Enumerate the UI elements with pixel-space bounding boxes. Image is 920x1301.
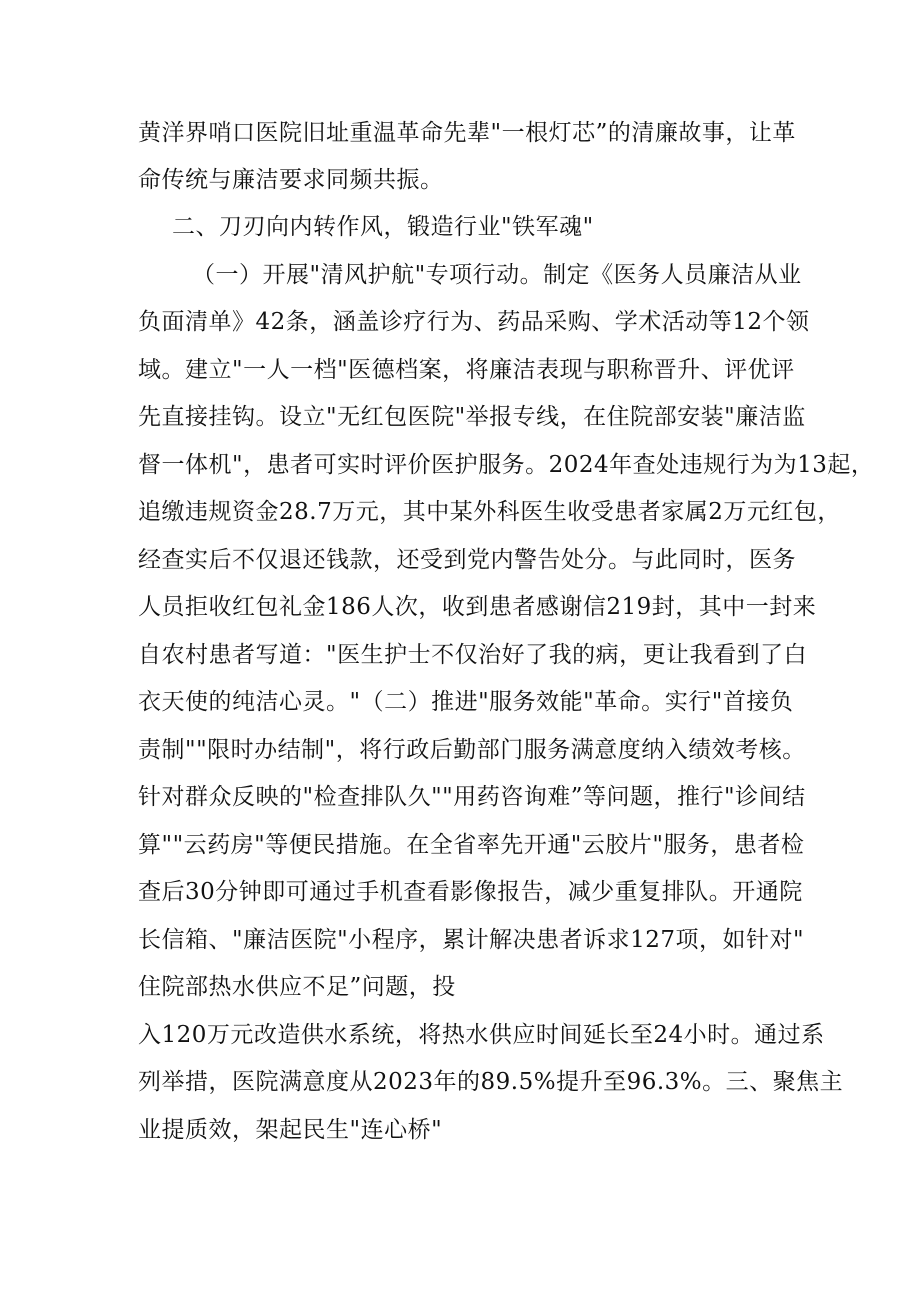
text-line-13: 衣天使的纯洁心灵。"（二）推进"服务效能"革命。实行"首接负 xyxy=(138,689,794,715)
text-line-11: 人员拒收红包礼金186人次，收到患者感谢信219封，其中一封来 xyxy=(138,594,817,620)
text-line-6: 域。建立"一人一档"医德档案，将廉洁表现与职称晋升、评优评 xyxy=(138,357,795,383)
text-line-20: 入120万元改造供水系统，将热水供应时间延长至24小时。通过系 xyxy=(138,1022,825,1048)
text-line-1: 黄洋界哨口医院旧址重温革命先辈"一根灯芯”的清廉故事，让革 xyxy=(138,120,796,146)
text-line-7: 先直接挂钩。设立"无红包医院"举报专线，在住院部安装"廉洁监 xyxy=(138,404,806,430)
subsection-heading-1: （一）开展"清风护航"专项行动。制定《医务人员廉洁从业 xyxy=(192,262,802,288)
text-line-15: 针对群众反映的"检查排队久""用药咨询难”等问题，推行"诊间结 xyxy=(138,784,806,810)
text-line-16: 算""云药房"等便民措施。在全省率先开通"云胶片"服务，患者检 xyxy=(138,832,805,858)
text-line-22: 业提质效，架起民生"连心桥" xyxy=(138,1117,443,1143)
text-line-10: 经查实后不仅退还钱款，还受到党内警告处分。与此同时，医务 xyxy=(138,547,796,573)
section-heading-2: 二、刀刃向内转作风，锻造行业"铁军魂" xyxy=(172,214,594,240)
text-line-21: 列举措，医院满意度从2023年的89.5%提升至96.3%。三、聚焦主 xyxy=(138,1069,844,1095)
text-line-5: 负面清单》42条，涵盖诊疗行为、药品采购、学术活动等12个领 xyxy=(138,309,810,335)
text-line-2: 命传统与廉洁要求同频共振。 xyxy=(138,167,444,193)
text-line-14: 责制""限时办结制"，将行政后勤部门服务满意度纳入绩效考核。 xyxy=(138,737,806,763)
text-line-8: 督一体机"，患者可实时评价医护服务。2024年查处违规行为为13起， xyxy=(138,452,875,478)
text-line-18: 长信箱、"廉洁医院"小程序，累计解决患者诉求127项，如针对" xyxy=(138,927,805,953)
text-line-9: 追缴违规资金28.7万元，其中某外科医生收受患者家属2万元红包， xyxy=(138,499,841,525)
text-line-17: 查后30分钟即可通过手机查看影像报告，减少重复排队。开通院 xyxy=(138,879,803,905)
text-line-12: 自农村患者写道："医生护士不仅治好了我的病，更让我看到了白 xyxy=(138,642,808,668)
text-line-19: 住院部热水供应不足”问题，投 xyxy=(138,974,456,1000)
